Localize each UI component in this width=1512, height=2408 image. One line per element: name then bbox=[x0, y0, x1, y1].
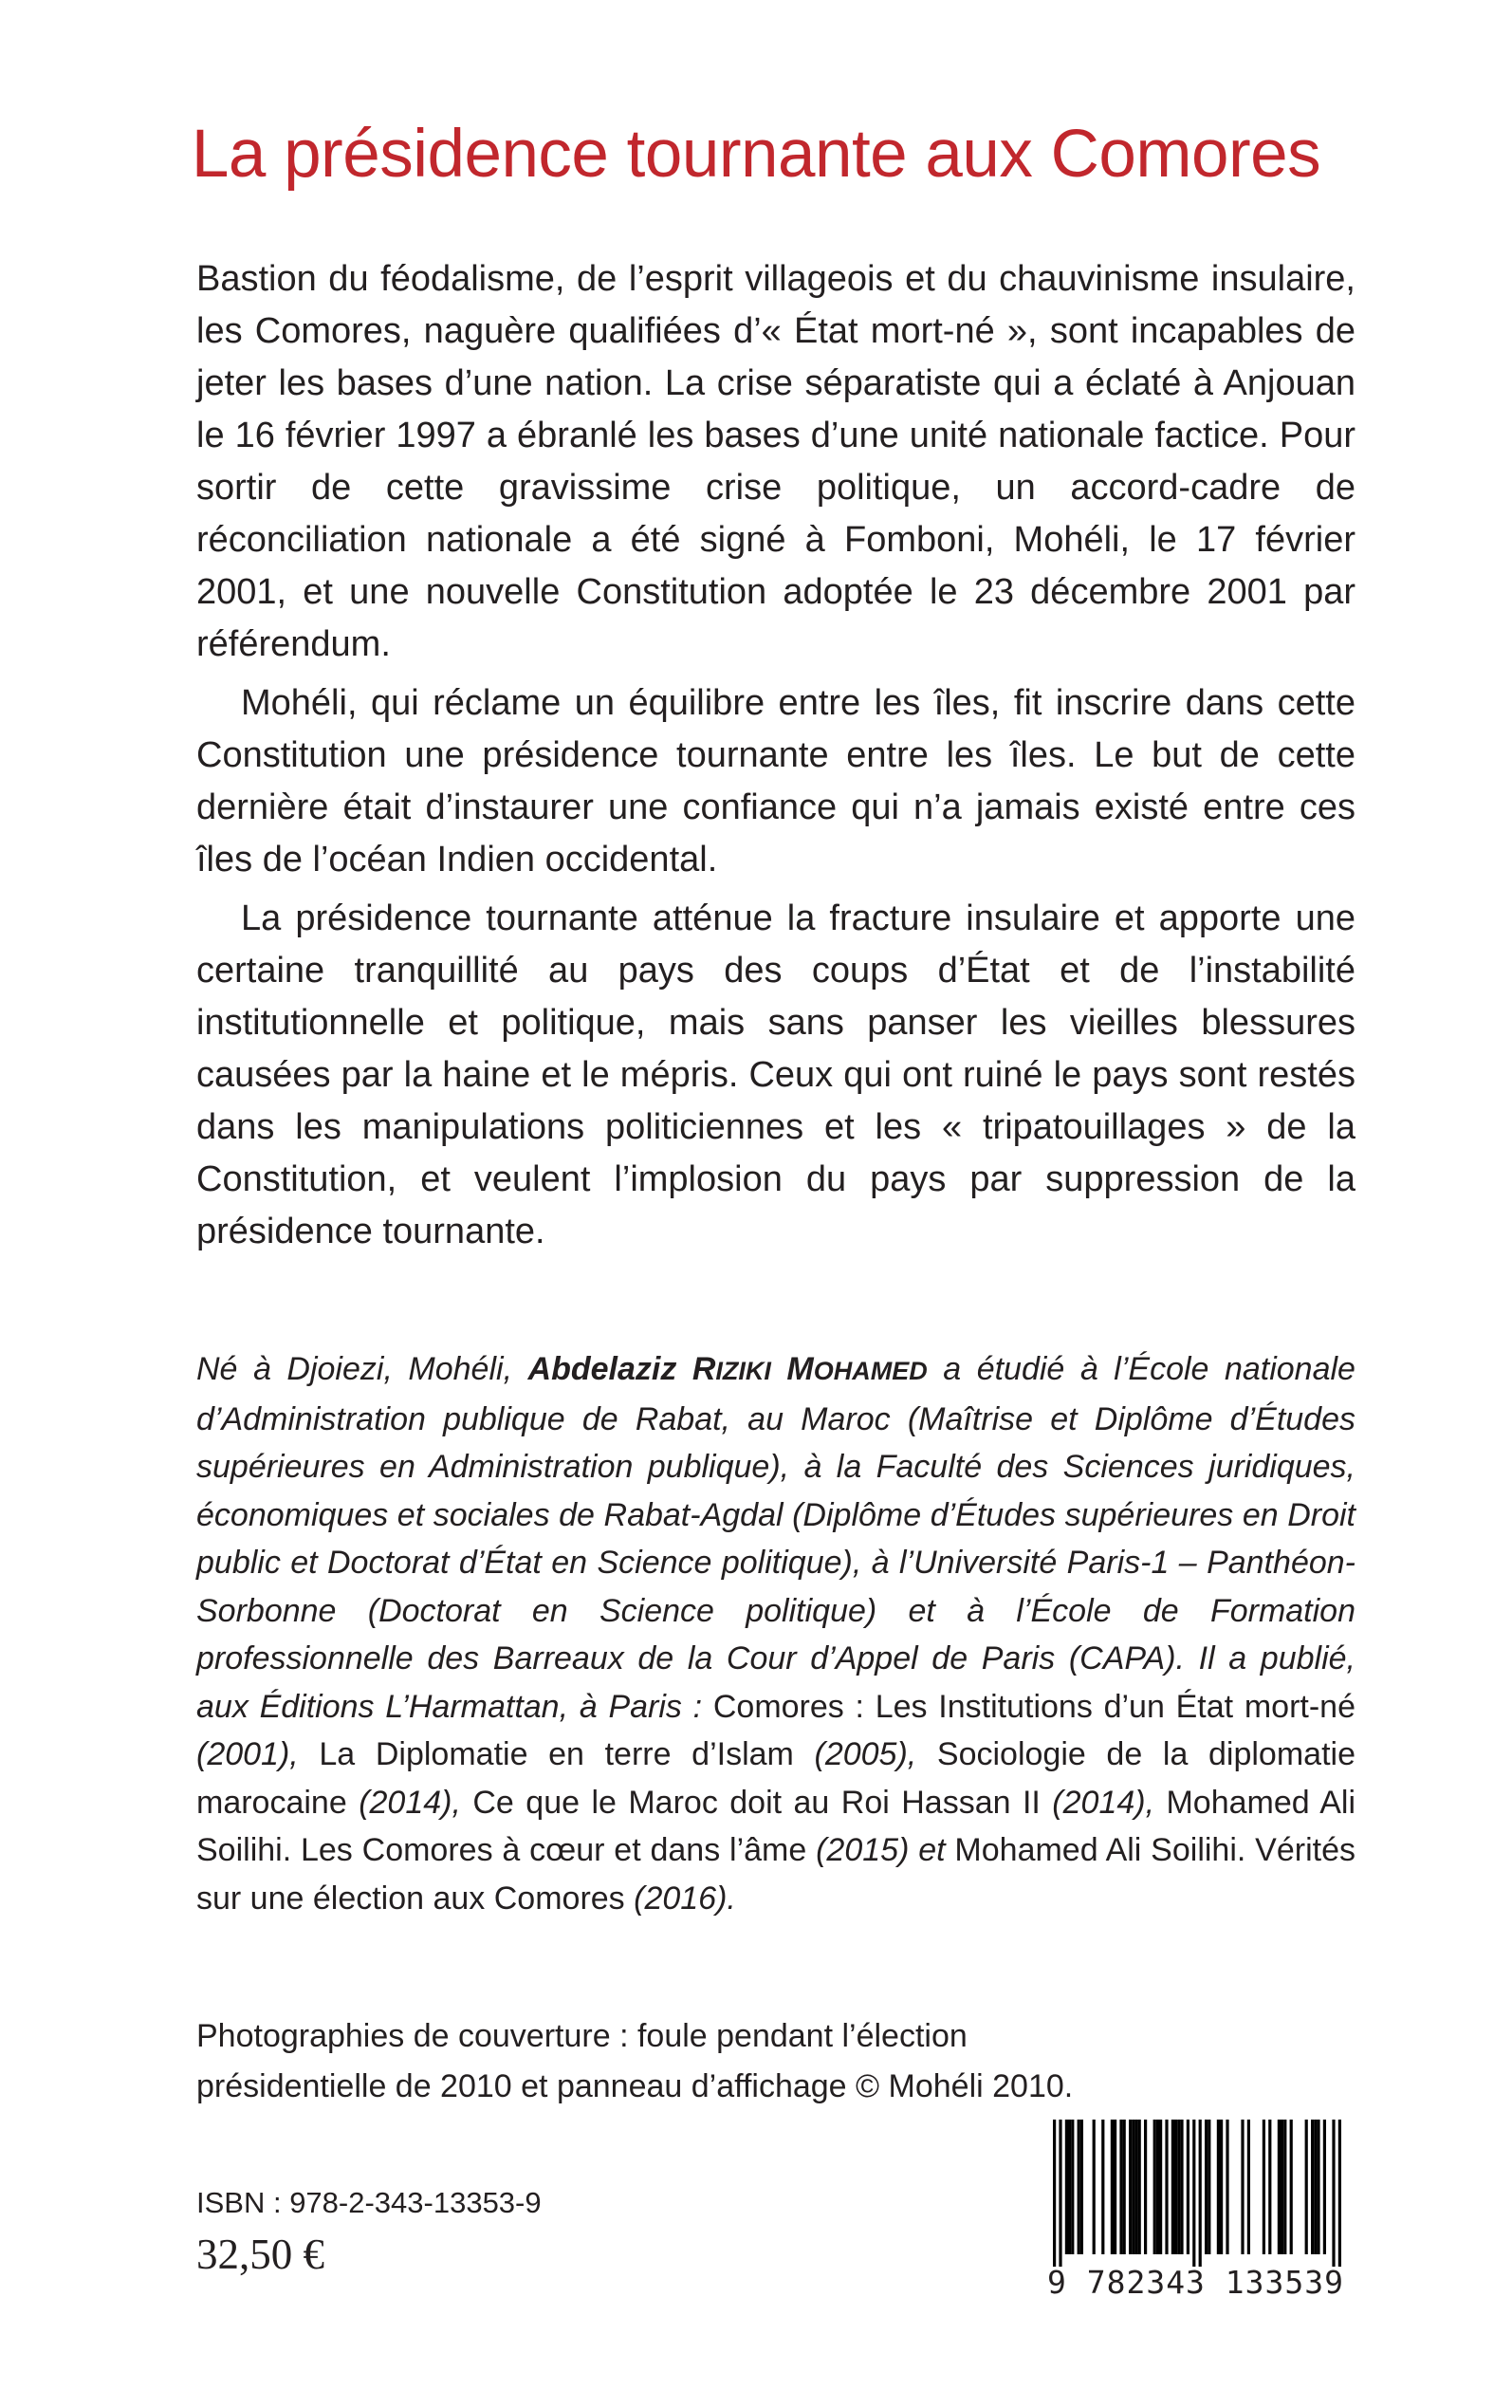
barcode-bar bbox=[1180, 2120, 1183, 2254]
book-title-6: Mohamed Ali Soilihi. Vérités sur une élection aux Comores bbox=[196, 1832, 1355, 1917]
author-biography: Né à Djoiezi, Mohéli, Abdelaziz RIZIKI MOHAMED a étudié à l’École nationale d’Administration publique de Rabat, au Maroc (Maîtrise et Diplôme d’Études supérieures en Administration publique), à la Faculté des Sciences juridiques, économiques et sociales de Rabat-Agdal (Diplôme d’Études supérieures en Droit public et Doctorat d’État en Science politique), à l’Université Paris-1 – Panthéon-Sorbonne (Doctorat en Science politique) et à l’École de Formation professionnelle des Barreaux de la Cour d’Appel de Paris (CAPA). Il a publié, aux Éditions L’Harmattan, à Paris : Comores : Les Institutions d’un État mort-né (2001), La Diplomatie en terre d’Islam (2005), Sociologie de la diplomatie marocaine (2014), Ce que le Maroc doit au Roi Hassan II (2014), Mohamed Ali Soilihi. Les Comores à cœur et dans l’âme (2015) et Mohamed Ali Soilihi. Vérités sur une élection aux Comores (2016). bbox=[196, 1351, 1356, 1917]
barcode-bar bbox=[1241, 2120, 1244, 2254]
barcode-bar bbox=[1305, 2120, 1308, 2254]
summary-paragraph-3: La présidence tournante atténue la fracture insulaire et apporte une certaine tranquillité au pays des coups d’État et de l’instabilité institutionnelle et politique, mais sans panser les vieilles blessures causées par la haine et le mépris. Ceux qui ont ruiné le pays sont restés dans les manipulations politiciennes et les « tripatouillages » de la Constitution, et veulent l’implosion du pays par suppression de la présidence tournante. bbox=[196, 898, 1355, 1251]
barcode-bar bbox=[1071, 2120, 1074, 2254]
barcode-bar bbox=[1177, 2120, 1180, 2254]
barcode-bar bbox=[1283, 2120, 1286, 2254]
summary-paragraph-2: Mohéli, qui réclame un équilibre entre les îles, fit inscrire dans cette Constitution une présidence tournante entre les îles. Le but de cette dernière était d’instaurer une confiance qui n’a jamais existé entre ces îles de l’océan Indien occidental. bbox=[196, 683, 1355, 880]
barcode-bar bbox=[1153, 2120, 1156, 2254]
book-title-4: Ce que le Maroc doit au Roi Hassan II bbox=[472, 1784, 1041, 1821]
barcode-bar bbox=[1138, 2120, 1141, 2254]
barcode-bar bbox=[1311, 2120, 1314, 2254]
barcode-bar bbox=[1132, 2120, 1134, 2254]
barcode-bar bbox=[1205, 2120, 1208, 2254]
barcode-bar bbox=[1278, 2120, 1281, 2254]
barcode-bar bbox=[1053, 2120, 1056, 2267]
barcode-bar bbox=[1217, 2120, 1220, 2254]
barcode-bar bbox=[1247, 2120, 1250, 2254]
barcode-digits: 9 782343 133539 bbox=[1046, 2264, 1344, 2301]
barcode-bar bbox=[1199, 2120, 1202, 2267]
barcode-bar bbox=[1192, 2120, 1195, 2267]
barcode-bar bbox=[1220, 2120, 1223, 2254]
book-title-3: Sociologie de la diplomatie marocaine bbox=[196, 1736, 1355, 1821]
bio-text: a étudié à l’École nationale d’Administration publique de Rabat, au Maroc (Maîtrise et Diplôme d’Études supérieures en Administration publique), à la Faculté des Sciences juridiques, économiques et sociales de Rabat-Agdal (Diplôme d’Études supérieures en Droit public et Doctorat d’État en Science politique), à l’Université Paris-1 – Panthéon-Sorbonne (Doctorat en Science politique) et à l’École de Formation professionnelle des Barreaux de la Cour d’Appel de Paris (CAPA). Il a publié, aux Éditions L’Harmattan, à Paris : bbox=[196, 1351, 1355, 1725]
barcode-bar bbox=[1314, 2120, 1317, 2254]
barcode-bar bbox=[1111, 2120, 1114, 2254]
barcode-bar bbox=[1268, 2120, 1271, 2254]
barcode-bar bbox=[1093, 2120, 1096, 2254]
barcode-bar bbox=[1281, 2120, 1283, 2254]
barcode-bar bbox=[1123, 2120, 1126, 2254]
barcode-bar bbox=[1101, 2120, 1104, 2254]
barcode-bar bbox=[1187, 2120, 1189, 2254]
barcode-bar bbox=[1068, 2120, 1071, 2254]
barcode-bar bbox=[1156, 2120, 1159, 2254]
barcode-bar bbox=[1263, 2120, 1265, 2254]
barcode-bar bbox=[1165, 2120, 1168, 2254]
barcode-bar bbox=[1134, 2120, 1137, 2254]
barcode-bar bbox=[1080, 2120, 1083, 2254]
barcode-bar bbox=[1119, 2120, 1122, 2254]
barcode-bar bbox=[1059, 2120, 1061, 2267]
book-title: La présidence tournante aux Comores bbox=[191, 117, 1321, 192]
summary-paragraph-1: Bastion du féodalisme, de l’esprit villageois et du chauvinisme insulaire, les Comores, naguère qualifiées d’« État mort-né », sont incapables de jeter les bases d’une nation. La crise séparatiste qui a éclaté à Anjouan le 16 février 1997 a ébranlé les bases d’une unité nationale factice. Pour sortir de cette gravissime crise politique, un accord-cadre de réconciliation nationale a été signé à Fomboni, Mohéli, le 17 février 2001, et une nouvelle Constitution adoptée le 23 décembre 2001 par référendum. bbox=[196, 259, 1355, 664]
barcode-bar bbox=[1144, 2120, 1147, 2254]
barcode-bar bbox=[1171, 2120, 1174, 2254]
barcode-bar bbox=[1208, 2120, 1210, 2254]
barcode-bar bbox=[1226, 2120, 1228, 2254]
barcode-bar bbox=[1338, 2120, 1341, 2267]
photo-credits: Photographies de couverture : foule pendant l’élection présidentielle de 2010 et panneau d’affichage © Mohéli 2010. bbox=[196, 2018, 1074, 2104]
isbn: ISBN : 978-2-343-13353-9 bbox=[196, 2186, 542, 2219]
barcode-bar bbox=[1317, 2120, 1319, 2254]
barcode-bar bbox=[1174, 2120, 1177, 2254]
barcode-bar bbox=[1129, 2120, 1132, 2254]
barcode-bar bbox=[1065, 2120, 1068, 2254]
author-name: Abdelaziz RIZIKI MOHAMED bbox=[527, 1351, 928, 1387]
barcode-bar bbox=[1114, 2120, 1116, 2254]
back-cover-summary bbox=[196, 253, 1355, 1258]
barcode-bar bbox=[1323, 2120, 1326, 2254]
book-title-2: La Diplomatie en terre d’Islam bbox=[319, 1736, 794, 1772]
barcode bbox=[1036, 2120, 1355, 2309]
barcode-bars bbox=[1036, 2120, 1355, 2267]
barcode-bar bbox=[1078, 2120, 1080, 2254]
book-title-1: Comores : Les Institutions d’un État mort-né bbox=[712, 1688, 1355, 1725]
book-title-5: Mohamed Ali Soilihi. Les Comores à cœur et dans l’âme bbox=[196, 1784, 1356, 1868]
bio-intro: Né à Djoiezi, Mohéli, bbox=[196, 1351, 528, 1387]
price: 32,50 € bbox=[196, 2231, 324, 2278]
barcode-bar bbox=[1159, 2120, 1162, 2254]
barcode-bar bbox=[1332, 2120, 1335, 2267]
barcode-bar bbox=[1290, 2120, 1293, 2254]
